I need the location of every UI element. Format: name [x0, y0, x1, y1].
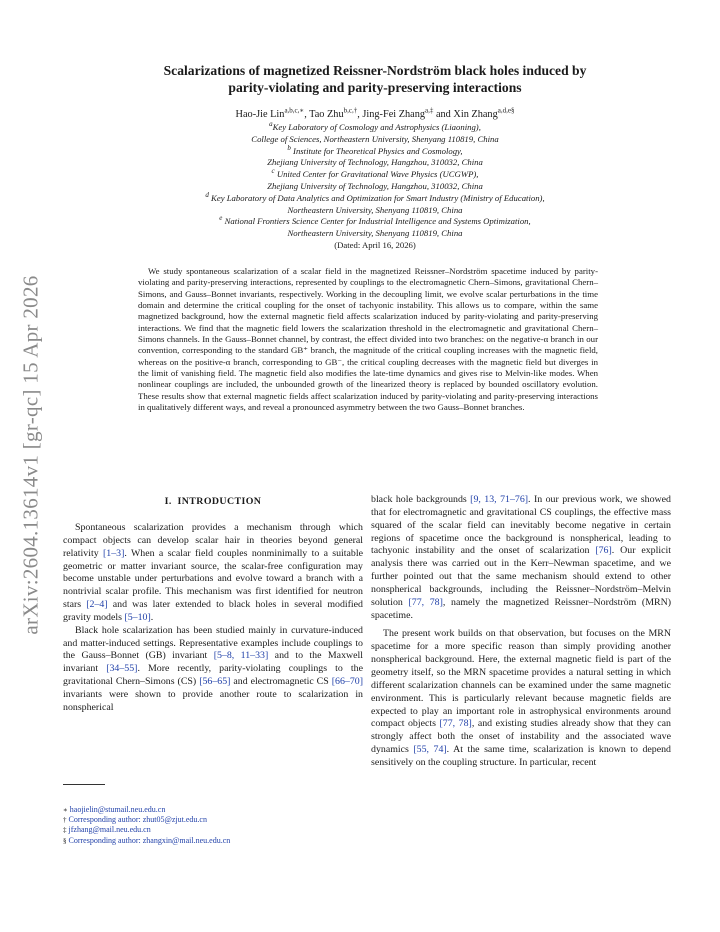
affiliation-line: $^d$ Key Laboratory of Data Analytics and Optimization for Smart Industry (Ministry of Education),	[205, 190, 545, 203]
email-link[interactable]: jfzhang@mail.neu.edu.cn	[68, 825, 151, 835]
citation-link[interactable]: [66–70]	[331, 676, 363, 688]
citation-link[interactable]: [1–3]	[102, 547, 125, 559]
footnote-rule	[63, 784, 105, 785]
author-marks: a,‡	[425, 106, 434, 115]
left-column	[63, 522, 363, 715]
paragraph: black hole backgrounds [9, 13, 71–76]. In our previous work, we showed that for electromagnetic and gravitational CS couplings, the effective mass squared of the scalar field can inevitably become negative in certain regions of spacetime once the background is nonspherical, leading to tachyonic instability and the onset of scalarization [76]. Our explicit analysis there was carried out in the Kerr–Newman spacetime, and we further pointed out that the same mechanism should extend to other nonspherical backgrounds, including the Reissner–Nordström–Melvin solution [77, 78], namely the magnetized Reissner–Nordström (MRN) spacetime.	[371, 494, 672, 621]
citation-link[interactable]: [56–65]	[199, 676, 231, 688]
abstract-text: We study spontaneous scalarization of a scalar field in the magnetized Reissner–Nordström spacetime induced by parity-violating and parity-preserving interactions, represented by couplings to the electromagnetic Chern–Simons, gravitational Chern–Simons, and Gauss–Bonnet invariants, respectively. Working in the decoupling limit, we evolve scalar perturbations in the time domain and determine the critical coupling for the onset of tachyonic instability. This allows us to compare, within the same magnetized background, how the external magnetic field affects scalarization induced by parity-violating and parity-preserving interactions. We find that the magnetic field lowers the scalarization threshold in the electromagnetic and gravitational Chern–Simons channels. In the Gauss–Bonnet channel, by contrast, the effect divided into two branches: on the negative-α branch in our convention, corresponding to the standard GB⁺ branch, the magnitude of the critical coupling increases with the magnetic field, whereas on the positive-α branch, corresponding to GB⁻, the critical coupling decreases with the magnetic field but diverges in the limit of vanishing field. The magnetic field also modifies the late-time dynamics and gives rise to Melvin-like modes. When nonlinear couplings are included, the unbounded growth of the linearized theory is replaced by bounded oscillatory evolution. These results show that external magnetic fields affect scalarization induced by parity-violating and parity-preserving interactions in qualitatively different ways, and reveal a pronounced asymmetry between the two Gauss–Bonnet branches.	[138, 266, 598, 413]
citation-link[interactable]: [34–55]	[106, 663, 138, 675]
email-link[interactable]: zhangxin@mail.neu.edu.cn	[142, 835, 231, 845]
footnote: ∗ haojielin@stumail.neu.edu.cn	[63, 805, 166, 814]
affiliation-line: $^c$ United Center for Gravitational Wave Physics (UCGWP),	[271, 167, 479, 180]
affiliations	[95, 122, 655, 252]
citation-link[interactable]: [9, 13, 71–76]	[470, 494, 529, 505]
citation-link[interactable]: [2–4]	[86, 599, 108, 611]
title-line-1: Scalarizations of magnetized Reissner-Nordström black holes induced by	[163, 63, 587, 78]
paper-title	[95, 62, 655, 96]
citation-link[interactable]: [5–10]	[124, 611, 151, 623]
citation-link[interactable]: [76]	[595, 545, 612, 557]
author-marks: b,c,†	[343, 106, 358, 115]
author-name: Hao-Jie Lin	[235, 109, 285, 120]
affiliation-line: Northeastern University, Shenyang 110819, China	[287, 204, 463, 215]
footnote: ‡ jfzhang@mail.neu.edu.cn	[63, 825, 151, 835]
author-list: Hao-Jie Lin$^{a,b,c,∗}$, Tao Zhu$^{b,c,\dagger}$, Jing-Fei Zhang$^{a,\ddagger}$ and Xin Zhang$^{a,d,e\S}$	[235, 106, 515, 120]
paragraph: The present work builds on that observation, but focuses on the MRN spacetime for a more specific reason than simply providing another nonspherical background. Here, the external magnetic field is part of the geometry itself, so the MRN spacetime provides a natural setting in which different scalarization channels can be examined under the same magnetic environment. This is particularly relevant because magnetic fields are expected to play an important role in astrophysical environments around compact objects [77, 78], and existing studies already show that they can strongly affect both the onset of instability and the associated wave dynamics [55, 74]. At the same time, scalarization is known to depend sensitively on the coupling structure. In particular, recent	[371, 628, 671, 768]
paragraph: Black hole scalarization has been studied mainly in curvature-induced and matter-induced settings. Representative examples include couplings to the Gauss–Bonnet (GB) invariant [5–8, 11–33] and to the Maxwell invariant [34–55]. More recently, parity-violating couplings to the gravitational Chern–Simons (CS) [56–65] and electromagnetic CS [66–70] invariants were shown to provide another route to scalarization in nonspherical	[63, 624, 364, 713]
footnote: † Corresponding author: zhut05@zjut.edu.cn	[63, 815, 207, 825]
affiliation-line: $^e$ National Frontiers Science Center for Industrial Intelligence and Systems Optimization,	[219, 214, 531, 227]
email-link[interactable]: haojielin@stumail.neu.edu.cn	[69, 805, 166, 814]
author-marks: a,d,e§	[497, 106, 515, 115]
footnotes	[63, 805, 363, 846]
affiliation-line: Zhejiang University of Technology, Hangzhou, 310032, China	[267, 180, 483, 191]
citation-link[interactable]: [77, 78]	[408, 596, 443, 608]
affiliation-line: Zhejiang University of Technology, Hangzhou, 310032, China	[267, 157, 483, 168]
section-heading: I. INTRODUCTION	[164, 496, 262, 507]
author-marks: a,b,c,∗	[284, 106, 305, 115]
paper-date: (Dated: April 16, 2026)	[334, 239, 416, 250]
author-name: Tao Zhu	[309, 109, 344, 120]
citation-link[interactable]: [55, 74]	[413, 744, 447, 756]
affiliation-line: Northeastern University, Shenyang 110819, China	[287, 228, 463, 239]
arxiv-stamp: arXiv:2604.13614v1 [gr-qc] 15 Apr 2026	[18, 275, 43, 635]
footnote: § Corresponding author: zhangxin@mail.neu.edu.cn	[63, 835, 231, 845]
affiliation-line: $^a$Key Laboratory of Cosmology and Astrophysics (Liaoning),	[269, 120, 481, 132]
affiliation-line: College of Sciences, Northeastern University, Shenyang 110819, China	[251, 133, 499, 144]
paragraph: Spontaneous scalarization provides a mechanism through which compact objects can develop scalar hair in theories beyond general relativity [1–3]. When a scalar field couples nonminimally to a suitable geometric or matter invariant source, the scalar-free configuration may become unstable under perturbations and evolve toward a branch with a nontrivial scalar profile. This mechanism was first identified for neutron stars [2–4] and was later extended to black holes in several modified gravity models [5–10].	[63, 522, 363, 623]
citation-link[interactable]: [77, 78]	[439, 718, 472, 730]
email-link[interactable]: zhut05@zjut.edu.cn	[142, 815, 207, 825]
affiliation-line: $^b$ Institute for Theoretical Physics and Cosmology,	[287, 143, 463, 156]
author-name: Xin Zhang	[453, 109, 498, 120]
author-name: Jing-Fei Zhang	[362, 109, 426, 120]
citation-link[interactable]: [5–8, 11–33]	[213, 650, 269, 662]
abstract	[138, 266, 598, 413]
right-column	[371, 494, 671, 770]
title-line-2: parity-violating and parity-preserving interactions	[228, 80, 522, 95]
